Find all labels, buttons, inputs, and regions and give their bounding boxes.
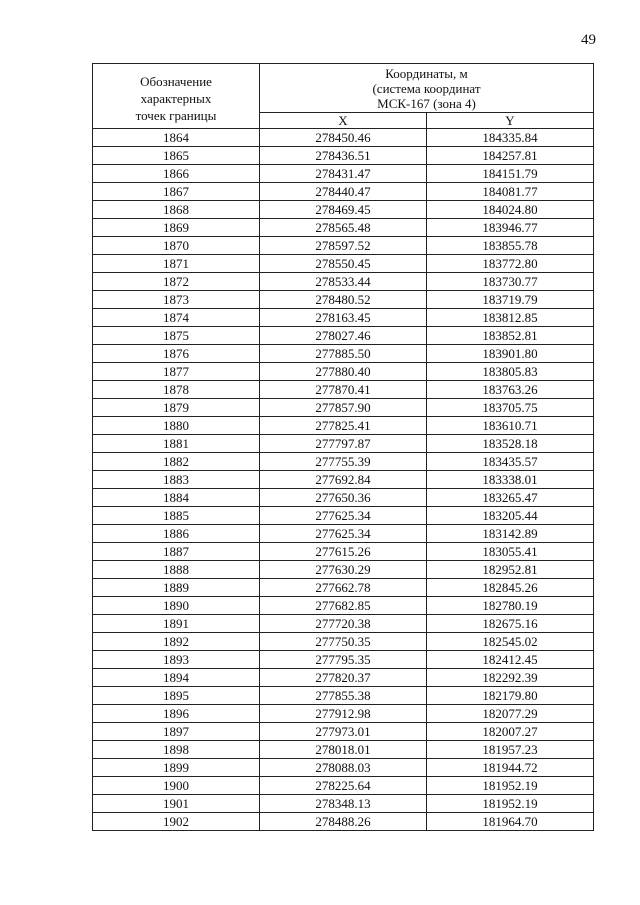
table-row: [93, 669, 594, 687]
y-coordinate-cell: 181957.23: [427, 741, 594, 759]
point-cell: 1872: [93, 273, 260, 291]
point-cell: 1902: [93, 813, 260, 831]
x-coordinate-cell: 277650.36: [260, 489, 427, 507]
point-cell: 1890: [93, 597, 260, 615]
y-coordinate-cell: 183205.44: [427, 507, 594, 525]
point-header-line: характерных: [140, 90, 212, 106]
table-row: [93, 723, 594, 741]
x-coordinate-cell: 277973.01: [260, 723, 427, 741]
point-cell: 1887: [93, 543, 260, 561]
x-coordinate-cell: 278440.47: [260, 183, 427, 201]
coordinates-header: [260, 64, 594, 113]
table-row: [93, 399, 594, 417]
point-cell: 1873: [93, 291, 260, 309]
x-coordinate-cell: 277795.35: [260, 651, 427, 669]
y-coordinate-cell: 183855.78: [427, 237, 594, 255]
point-cell: 1889: [93, 579, 260, 597]
y-coordinate-cell: 183528.18: [427, 435, 594, 453]
y-coordinate-cell: 182412.45: [427, 651, 594, 669]
point-cell: 1864: [93, 129, 260, 147]
table-row: [93, 507, 594, 525]
point-cell: 1881: [93, 435, 260, 453]
point-cell: 1879: [93, 399, 260, 417]
y-coordinate-cell: 183763.26: [427, 381, 594, 399]
table-row: [93, 687, 594, 705]
page-number: 49: [581, 32, 596, 48]
y-coordinate-cell: 182545.02: [427, 633, 594, 651]
point-cell: 1894: [93, 669, 260, 687]
x-coordinate-cell: 277615.26: [260, 543, 427, 561]
table-row: [93, 237, 594, 255]
point-cell: 1898: [93, 741, 260, 759]
y-coordinate-cell: 181944.72: [427, 759, 594, 777]
x-coordinate-cell: 278163.45: [260, 309, 427, 327]
table-row: [93, 345, 594, 363]
x-coordinate-cell: 277630.29: [260, 561, 427, 579]
table-row: [93, 759, 594, 777]
point-header-line: точек границы: [135, 107, 217, 123]
header-row-main: [93, 64, 594, 113]
point-cell: 1868: [93, 201, 260, 219]
y-coordinate-cell: 183946.77: [427, 219, 594, 237]
table-row: [93, 489, 594, 507]
table-row: [93, 219, 594, 237]
table-row: [93, 597, 594, 615]
table-row: [93, 525, 594, 543]
x-coordinate-cell: 278450.46: [260, 129, 427, 147]
table-row: [93, 633, 594, 651]
point-cell: 1883: [93, 471, 260, 489]
table-row: [93, 561, 594, 579]
y-coordinate-cell: 183435.57: [427, 453, 594, 471]
table-row: [93, 363, 594, 381]
point-cell: 1893: [93, 651, 260, 669]
table-row: [93, 165, 594, 183]
point-cell: 1869: [93, 219, 260, 237]
table-row: [93, 453, 594, 471]
y-coordinate-cell: 184024.80: [427, 201, 594, 219]
table-row: [93, 543, 594, 561]
point-cell: 1897: [93, 723, 260, 741]
y-coordinate-cell: 182675.16: [427, 615, 594, 633]
x-coordinate-cell: 277682.85: [260, 597, 427, 615]
x-coordinate-cell: 278480.52: [260, 291, 427, 309]
table-row: [93, 273, 594, 291]
x-coordinate-cell: 277797.87: [260, 435, 427, 453]
table-row: [93, 615, 594, 633]
point-cell: 1871: [93, 255, 260, 273]
point-cell: 1870: [93, 237, 260, 255]
point-designation-header: [93, 64, 260, 129]
x-coordinate-cell: 277825.41: [260, 417, 427, 435]
y-coordinate-cell: 183705.75: [427, 399, 594, 417]
point-cell: 1874: [93, 309, 260, 327]
coords-header-line: Координаты, м: [385, 66, 468, 81]
table-row: [93, 741, 594, 759]
coords-header-line: (система координат: [372, 81, 481, 96]
point-header-line: Обозначение: [140, 73, 212, 89]
point-cell: 1891: [93, 615, 260, 633]
y-coordinate-cell: 183812.85: [427, 309, 594, 327]
table-row: [93, 255, 594, 273]
x-coordinate-cell: 278018.01: [260, 741, 427, 759]
y-coordinate-cell: 182952.81: [427, 561, 594, 579]
y-coordinate-cell: 183055.41: [427, 543, 594, 561]
y-coordinate-cell: 182845.26: [427, 579, 594, 597]
x-coordinate-cell: 278469.45: [260, 201, 427, 219]
coordinates-table: [92, 63, 594, 831]
y-coordinate-cell: 183265.47: [427, 489, 594, 507]
table-row: [93, 795, 594, 813]
point-cell: 1865: [93, 147, 260, 165]
x-coordinate-cell: 277662.78: [260, 579, 427, 597]
point-cell: 1877: [93, 363, 260, 381]
y-coordinate-cell: 181952.19: [427, 777, 594, 795]
x-coordinate-cell: 277885.50: [260, 345, 427, 363]
y-coordinate-cell: 183730.77: [427, 273, 594, 291]
x-coordinate-cell: 278088.03: [260, 759, 427, 777]
point-cell: 1876: [93, 345, 260, 363]
y-column-header: Y: [427, 113, 594, 129]
table-row: [93, 147, 594, 165]
point-cell: 1878: [93, 381, 260, 399]
y-coordinate-cell: 183901.80: [427, 345, 594, 363]
y-coordinate-cell: 183719.79: [427, 291, 594, 309]
y-coordinate-cell: 183852.81: [427, 327, 594, 345]
table-row: [93, 129, 594, 147]
y-coordinate-cell: 184257.81: [427, 147, 594, 165]
point-cell: 1900: [93, 777, 260, 795]
y-coordinate-cell: 181964.70: [427, 813, 594, 831]
table-row: [93, 813, 594, 831]
point-cell: 1880: [93, 417, 260, 435]
y-coordinate-cell: 183142.89: [427, 525, 594, 543]
table-row: [93, 417, 594, 435]
point-cell: 1884: [93, 489, 260, 507]
y-coordinate-cell: 183772.80: [427, 255, 594, 273]
table-row: [93, 435, 594, 453]
point-cell: 1901: [93, 795, 260, 813]
y-coordinate-cell: 182179.80: [427, 687, 594, 705]
point-cell: 1895: [93, 687, 260, 705]
x-coordinate-cell: 277820.37: [260, 669, 427, 687]
x-coordinate-cell: 277912.98: [260, 705, 427, 723]
point-cell: 1886: [93, 525, 260, 543]
point-cell: 1866: [93, 165, 260, 183]
x-coordinate-cell: 277692.84: [260, 471, 427, 489]
table-row: [93, 381, 594, 399]
x-coordinate-cell: 277870.41: [260, 381, 427, 399]
x-coordinate-cell: 277755.39: [260, 453, 427, 471]
x-coordinate-cell: 277625.34: [260, 507, 427, 525]
x-coordinate-cell: 278348.13: [260, 795, 427, 813]
x-coordinate-cell: 278027.46: [260, 327, 427, 345]
y-coordinate-cell: 183805.83: [427, 363, 594, 381]
x-coordinate-cell: 277720.38: [260, 615, 427, 633]
point-cell: 1892: [93, 633, 260, 651]
y-coordinate-cell: 184081.77: [427, 183, 594, 201]
x-coordinate-cell: 277625.34: [260, 525, 427, 543]
point-cell: 1885: [93, 507, 260, 525]
y-coordinate-cell: 184151.79: [427, 165, 594, 183]
point-cell: 1875: [93, 327, 260, 345]
x-coordinate-cell: 278225.64: [260, 777, 427, 795]
table-row: [93, 291, 594, 309]
y-coordinate-cell: 182780.19: [427, 597, 594, 615]
table-header: [93, 64, 594, 129]
table-row: [93, 705, 594, 723]
x-coordinate-cell: 278597.52: [260, 237, 427, 255]
table-row: [93, 651, 594, 669]
table-row: [93, 201, 594, 219]
x-coordinate-cell: 277880.40: [260, 363, 427, 381]
table-body: [93, 129, 594, 831]
y-coordinate-cell: 184335.84: [427, 129, 594, 147]
point-cell: 1867: [93, 183, 260, 201]
y-coordinate-cell: 183338.01: [427, 471, 594, 489]
x-column-header: X: [260, 113, 427, 129]
point-cell: 1899: [93, 759, 260, 777]
y-coordinate-cell: 181952.19: [427, 795, 594, 813]
x-coordinate-cell: 278488.26: [260, 813, 427, 831]
table-row: [93, 327, 594, 345]
table-row: [93, 579, 594, 597]
y-coordinate-cell: 182007.27: [427, 723, 594, 741]
point-cell: 1888: [93, 561, 260, 579]
x-coordinate-cell: 277855.38: [260, 687, 427, 705]
y-coordinate-cell: 182292.39: [427, 669, 594, 687]
x-coordinate-cell: 277750.35: [260, 633, 427, 651]
table-row: [93, 309, 594, 327]
y-coordinate-cell: 183610.71: [427, 417, 594, 435]
x-coordinate-cell: 278436.51: [260, 147, 427, 165]
x-coordinate-cell: 277857.90: [260, 399, 427, 417]
table-row: [93, 471, 594, 489]
y-coordinate-cell: 182077.29: [427, 705, 594, 723]
table-row: [93, 777, 594, 795]
table-row: [93, 183, 594, 201]
x-coordinate-cell: 278565.48: [260, 219, 427, 237]
coords-header-line: МСК-167 (зона 4): [377, 96, 476, 111]
point-cell: 1882: [93, 453, 260, 471]
x-coordinate-cell: 278550.45: [260, 255, 427, 273]
point-cell: 1896: [93, 705, 260, 723]
x-coordinate-cell: 278533.44: [260, 273, 427, 291]
x-coordinate-cell: 278431.47: [260, 165, 427, 183]
